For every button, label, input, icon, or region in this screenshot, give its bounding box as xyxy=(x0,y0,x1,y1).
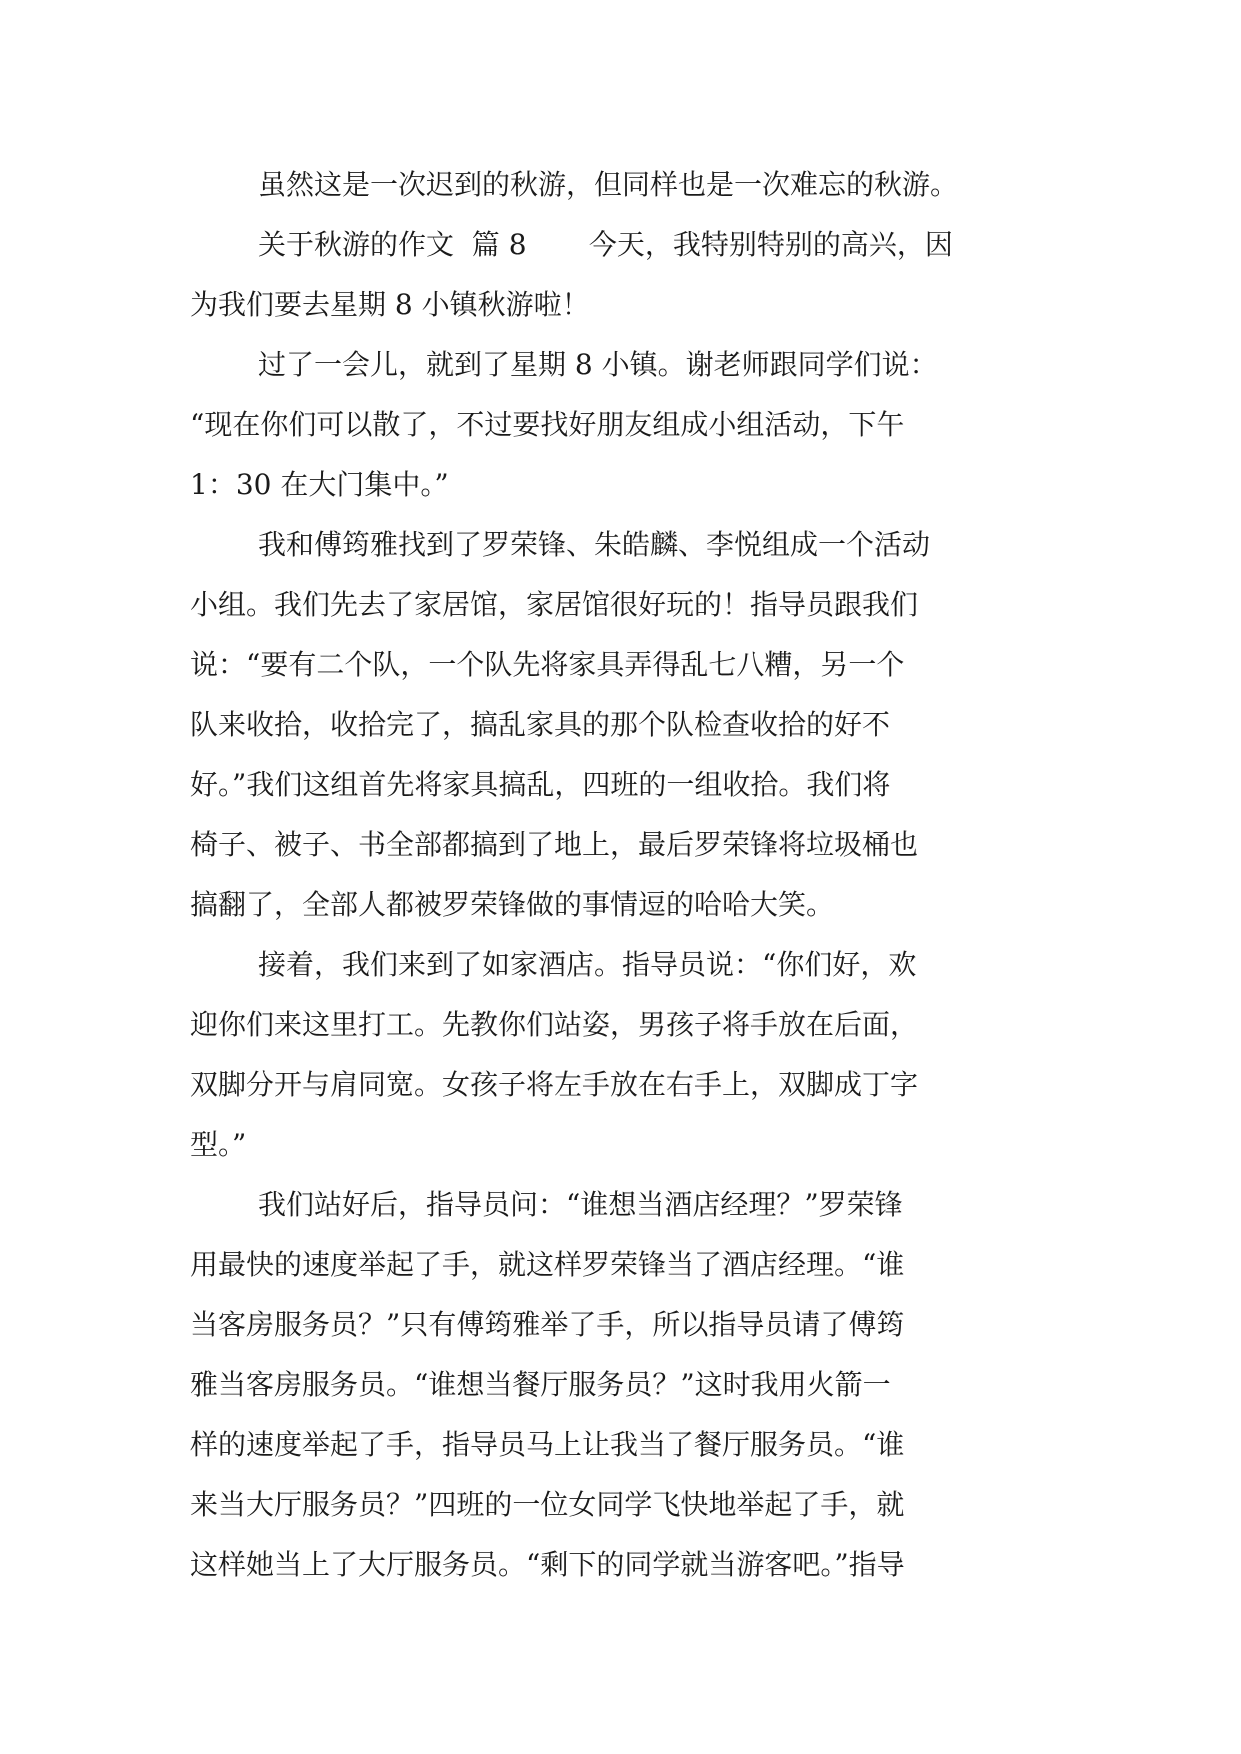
paragraph-line: 关于秋游的作文 篇 8 今天，我特别特别的高兴，因 xyxy=(258,228,953,261)
paragraph-line: 样的速度举起了手，指导员马上让我当了餐厅服务员。“谁 xyxy=(190,1428,905,1461)
paragraph-line: 型。” xyxy=(190,1128,247,1161)
paragraph-line: 搞翻了，全部人都被罗荣锋做的事情逗的哈哈大笑。 xyxy=(190,888,835,921)
paragraph-line: 虽然这是一次迟到的秋游，但同样也是一次难忘的秋游。 xyxy=(258,168,959,201)
paragraph-line: 好。”我们这组首先将家具搞乱，四班的一组收拾。我们将 xyxy=(190,768,891,801)
paragraph-line: 接着，我们来到了如家酒店。指导员说：“你们好，欢 xyxy=(258,948,917,981)
paragraph-line: 我和傅筠雅找到了罗荣锋、朱皓麟、李悦组成一个活动 xyxy=(258,528,931,561)
paragraph-line: 1：30 在大门集中。” xyxy=(190,468,449,501)
paragraph-line: 过了一会儿，就到了星期 8 小镇。谢老师跟同学们说： xyxy=(258,348,938,381)
paragraph-line: 椅子、被子、书全部都搞到了地上，最后罗荣锋将垃圾桶也 xyxy=(190,828,919,861)
paragraph-line: 迎你们来这里打工。先教你们站姿，男孩子将手放在后面， xyxy=(190,1008,919,1041)
paragraph-line: 小组。我们先去了家居馆，家居馆很好玩的！指导员跟我们 xyxy=(190,588,919,621)
paragraph-line: 当客房服务员？”只有傅筠雅举了手，所以指导员请了傅筠 xyxy=(190,1308,905,1341)
paragraph-line: 双脚分开与肩同宽。女孩子将左手放在右手上，双脚成丁字 xyxy=(190,1068,919,1101)
paragraph-line: 队来收拾，收拾完了，搞乱家具的那个队检查收拾的好不 xyxy=(190,708,891,741)
paragraph-line: 为我们要去星期 8 小镇秋游啦！ xyxy=(190,288,590,321)
paragraph-line: 说：“要有二个队，一个队先将家具弄得乱七八糟，另一个 xyxy=(190,648,905,681)
paragraph-line: 来当大厅服务员？”四班的一位女同学飞快地举起了手，就 xyxy=(190,1488,905,1521)
paragraph-line: 我们站好后，指导员问：“谁想当酒店经理？”罗荣锋 xyxy=(258,1188,903,1221)
paragraph-line: “现在你们可以散了，不过要找好朋友组成小组活动，下午 xyxy=(190,408,905,441)
paragraph-line: 用最快的速度举起了手，就这样罗荣锋当了酒店经理。“谁 xyxy=(190,1248,905,1281)
paragraph-line: 雅当客房服务员。“谁想当餐厅服务员？”这时我用火箭一 xyxy=(190,1368,891,1401)
paragraph-line: 这样她当上了大厅服务员。“剩下的同学就当游客吧。”指导 xyxy=(190,1548,905,1581)
